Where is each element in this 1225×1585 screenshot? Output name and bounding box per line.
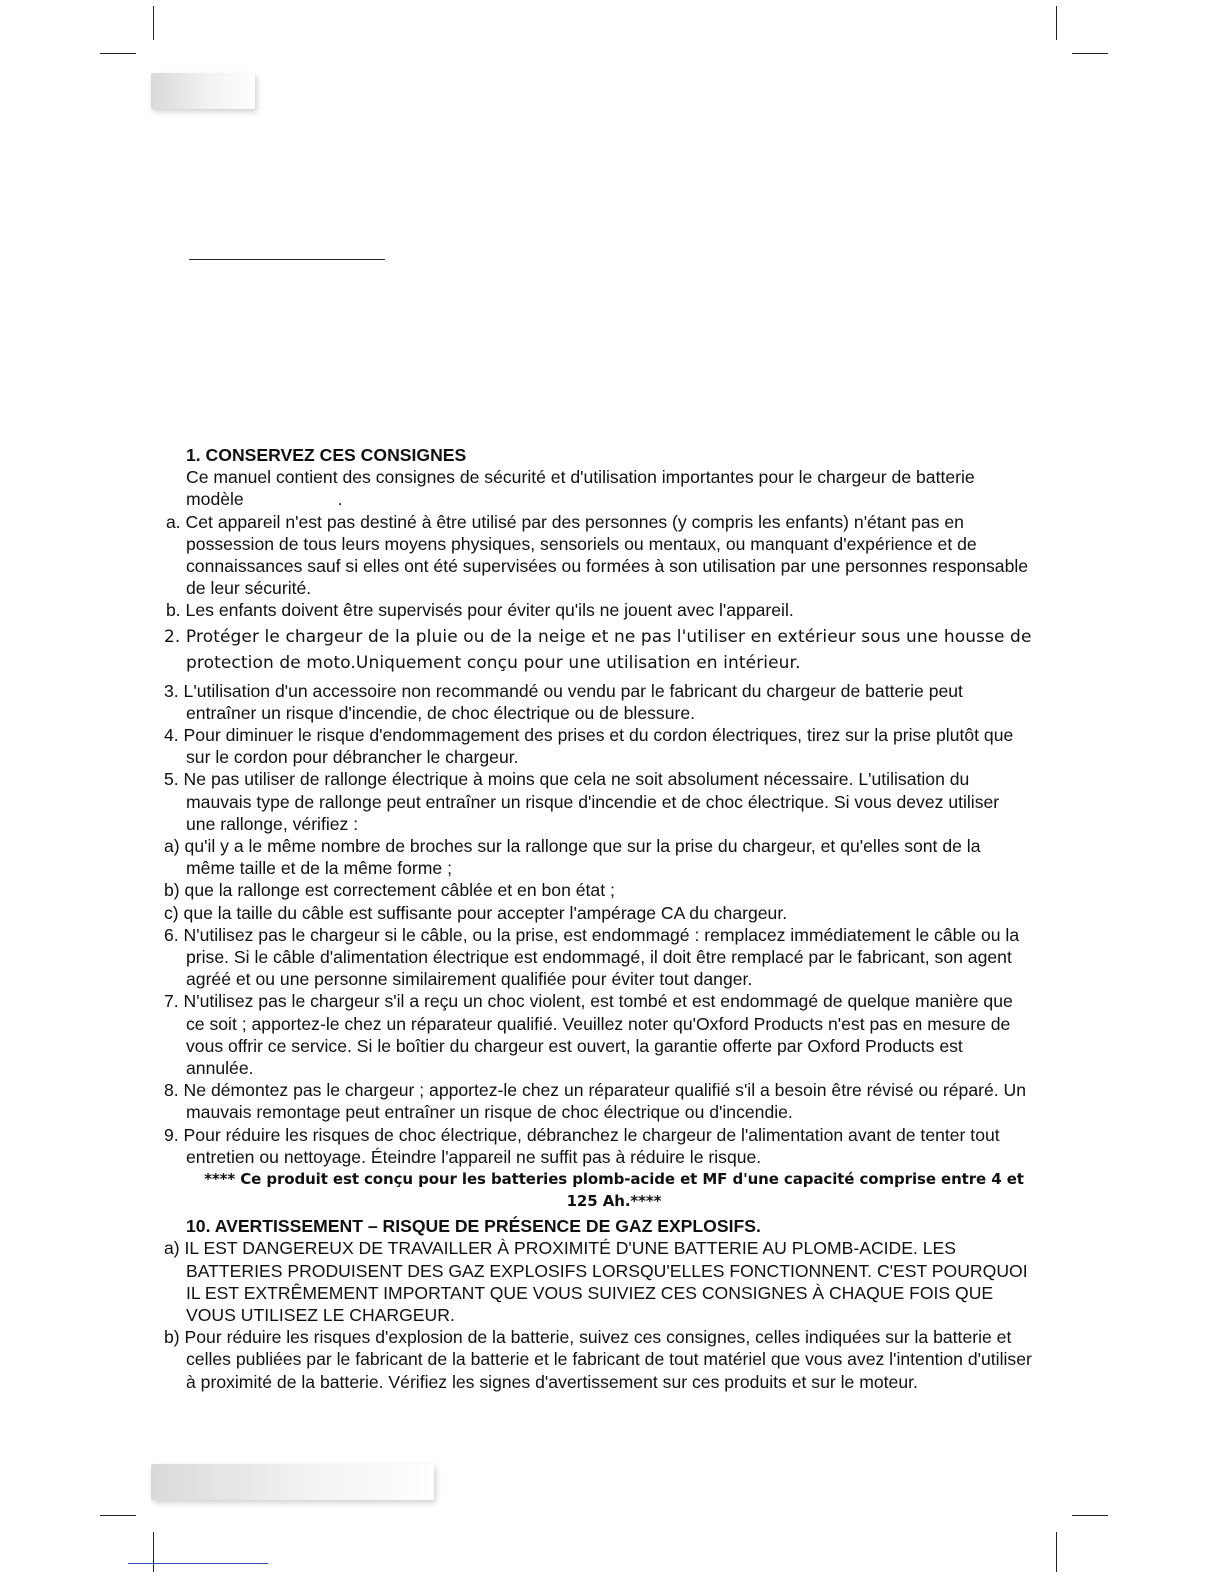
crop-mark-top-right-vertical [1056,6,1057,40]
item-7: 7. N'utilisez pas le chargeur s'il a reçu un choc violent, est tombé et est endommagé de quelque manière que ce soit ; apportez-le chez un réparateur qualifié. Veuillez noter qu'Oxford Products n'est pas en mesure de vous offrir ce service. Si le boîtier du chargeur est ouvert, la garantie offerte par Oxford Products est annulée. [164,991,1013,1079]
item-3: 3. L'utilisation d'un accessoire non recommandé ou vendu par le fabricant du chargeur de batterie peut entraîner un risque d'incendie, de choc électrique ou de blessure. [164,680,963,723]
item-2: 2. Protéger le chargeur de la pluie ou de la neige et ne pas l'utiliser en extérieur sous une housse de protection de moto.Uniquement conçu pour une utilisation en intérieur. [164,626,1032,673]
section-1-item-b: b. Les enfants doivent être supervisés pour éviter qu'ils ne jouent avec l'appareil. [166,600,794,621]
crop-mark-top-left-vertical [153,6,154,40]
footer-tab [151,1464,434,1500]
item-5-c: c) que la taille du câble est suffisante pour accepter l'ampérage CA du chargeur. [164,902,788,923]
crop-mark-bottom-left-horizontal [100,1515,136,1516]
header-tab [151,73,255,109]
crop-mark-bottom-left-vertical [153,1532,154,1572]
crop-mark-bottom-right-horizontal [1072,1515,1108,1516]
footer-link-rule [128,1563,268,1564]
section-10-item-b: b) Pour réduire les risques d'explosion de la batterie, suivez ces consignes, celles indiquées sur la batterie et celles publiées par le fabricant de la batterie et le fabricant de tout matériel que vous avez l'intention d'utiliser à proximité de la batterie. Vérifiez les signes d'avertissement sur ces produits et sur le moteur. [164,1327,1032,1392]
item-9: 9. Pour réduire les risques de choc électrique, débranchez le chargeur de l'alimentation avant de tenter tout entretien ou nettoyage. Éteindre l'appareil ne suffit pas à réduire le risque. [164,1124,1000,1167]
item-5-b: b) que la rallonge est correctement câblée et en bon état ; [164,880,615,901]
crop-mark-bottom-right-vertical [1056,1532,1057,1572]
section-10-heading: 10. AVERTISSEMENT – RISQUE DE PRÉSENCE DE GAZ EXPLOSIFS. [186,1216,761,1237]
section-1-intro [186,466,1032,510]
item-8: 8. Ne démontez pas le chargeur ; apportez-le chez un réparateur qualifié s'il a besoin être révisé ou réparé. Un mauvais remontage peut entraîner un risque de choc électrique ou d'incendie. [164,1080,1027,1123]
crop-mark-top-left-horizontal [100,53,136,54]
item-5: 5. Ne pas utiliser de rallonge électrique à moins que cela ne soit absolument nécessaire. L'utilisation du mauvais type de rallonge peut entraîner un risque d'incendie et de choc électrique. Si vous devez utiliser une rallonge, vérifiez : [164,769,1000,834]
capacity-note: **** Ce produit est conçu pour les batteries plomb-acide et MF d'une capacité comprise entre 4 et 125 Ah.**** [204,1170,1024,1211]
intro-end: . [337,489,343,510]
title-rule [189,259,385,260]
item-6: 6. N'utilisez pas le chargeur si le câble, ou la prise, est endommagé : remplacez immédiatement le câble ou la prise. Si le câble d'alimentation électrique est endommagé, il doit être remplacé par le fabricant, son agent agréé et ou une personne similairement qualifiée pour éviter tout danger. [164,924,1020,990]
item-4: 4. Pour diminuer le risque d'endommagement des prises et du cordon électriques, tirez sur la prise plutôt que sur le cordon pour débrancher le chargeur. [164,725,1014,768]
item-5-a: a) qu'il y a le même nombre de broches sur la rallonge que sur la prise du chargeur, et qu'elles sont de la même taille et de la même forme ; [164,836,981,879]
section-10-item-a: a) IL EST DANGEREUX DE TRAVAILLER À PROXIMITÉ D'UNE BATTERIE AU PLOMB-ACIDE. LES BATTERIES PRODUISENT DES GAZ EXPLOSIFS LORSQU'ELLES FONCTIONNENT. C'EST POURQUOI IL EST EXTRÊMEMENT IMPORTANT QUE VOUS SUIVIEZ CES CONSIGNES À CHAQUE FOIS QUE VOUS UTILISEZ LE CHARGEUR. [164,1238,1028,1325]
intro-text: Ce manuel contient des consignes de sécurité et d'utilisation importantes pour le chargeur de batterie modèle [186,467,975,510]
section-1-item-a: a. Cet appareil n'est pas destiné à être utilisé par des personnes (y compris les enfants) n'étant pas en possession de tous leurs moyens physiques, sensoriels ou mentaux, ou manquant d'expérience et de connaissances sauf si elles ont été supervisées ou formées à son utilisation par une personnes responsable de leur sécurité. [166,511,1029,599]
safety-instructions [164,444,1032,1393]
crop-mark-top-right-horizontal [1072,53,1108,54]
section-1-heading: 1. CONSERVEZ CES CONSIGNES [186,445,467,465]
